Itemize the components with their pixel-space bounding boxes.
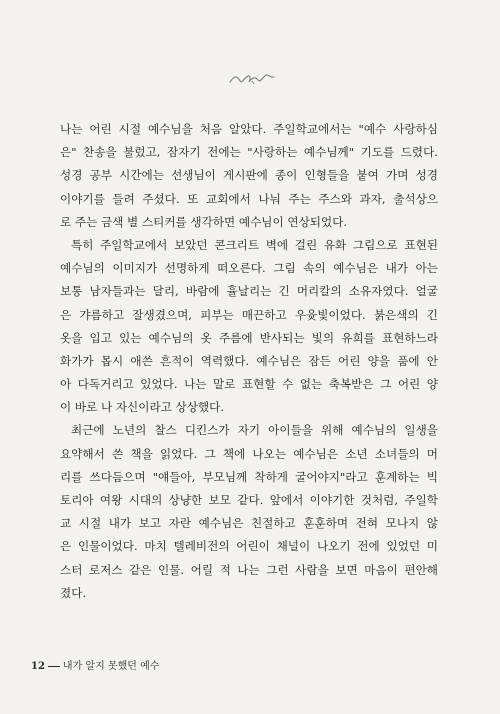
text-line: 아 다독거리고 있었다. 나는 말로 표현할 수 없는 축복받은 그 어린 양 bbox=[60, 377, 438, 392]
text-line: 이 바로 나 자신이라고 상상했다. bbox=[60, 400, 225, 415]
text-line: 이야기를 들려 주셨다. 또 교회에서 나눠 주는 주스와 과자, 출석상으 bbox=[60, 191, 438, 206]
text-line: 옷을 입고 있는 예수님의 옷 주름에 반사되는 빛의 유희를 표현하느라 bbox=[60, 330, 438, 345]
body-text bbox=[60, 118, 438, 605]
running-title: 내가 알지 못했던 예수 bbox=[62, 661, 160, 672]
text-line: 은 인물이었다. 마치 텔레비전의 어린이 채널이 나오기 전에 있었던 미 bbox=[60, 539, 438, 554]
text-line: 스터 로저스 같은 인물. 어릴 적 나는 그런 사람을 보면 마음이 편안해 bbox=[60, 562, 438, 577]
paragraph-2 bbox=[60, 234, 438, 420]
text-line: 보통 남자들과는 달리, 바람에 휼날리는 긴 머리칼의 소유자였다. 얼굴 bbox=[60, 284, 438, 299]
text-line: 요약해서 쓴 책을 읽었다. 그 책에 나오는 예수님은 소년 소녀들의 머 bbox=[60, 446, 438, 461]
text-line: 화가가 몹시 애쓴 흔적이 역력했다. 예수님은 잠든 어린 양을 품에 안 bbox=[60, 353, 438, 368]
text-line: 리를 쓰다듬으며 "얘들아, 부모님께 착하게 굴어야지"라고 훈계하는 빅 bbox=[60, 469, 438, 484]
text-line: 예수님의 이미지가 선명하게 떠오른다. 그림 속의 예수님은 내가 아는 bbox=[60, 261, 438, 276]
text-line: 로 주는 금색 별 스티커를 생각하면 예수님이 연상되었다. bbox=[60, 214, 348, 229]
footer-dash bbox=[48, 666, 60, 667]
paragraph-3 bbox=[60, 419, 438, 605]
flourish-ornament-icon bbox=[228, 72, 276, 86]
page-number: 12 bbox=[31, 661, 45, 672]
text-line: 성경 공부 시간에는 선생님이 게시판에 종이 인형들을 붙여 가며 성경 bbox=[60, 168, 438, 183]
text-line: 토리아 여왕 시대의 상냥한 보모 같다. 앞에서 이야기한 것처럼, 주일학 bbox=[60, 493, 438, 507]
text-line: 나는 어린 시절 예수님을 처음 알았다. 주일학교에서는 "예수 사랑하심 bbox=[60, 122, 438, 136]
text-line: 은 갸름하고 잘생겼으며, 피부는 매끈하고 우윳빛이었다. 붉은색의 긴 bbox=[60, 307, 438, 322]
text-line: 최근에 노년의 찰스 디킨스가 자기 아이들을 위해 예수님의 일생을 bbox=[71, 423, 438, 438]
text-line: 은" 찬송을 불렀고, 잠자기 전에는 "사랑하는 예수님께" 기도를 드렸다. bbox=[60, 145, 438, 160]
text-line: 졌다. bbox=[60, 585, 87, 600]
page-footer bbox=[31, 660, 159, 674]
paragraph-1 bbox=[60, 118, 438, 234]
text-line: 특히 주일학교에서 보았던 콘크리트 벽에 걸린 유화 그림으로 표현된 bbox=[71, 237, 438, 252]
text-line: 교 시절 내가 보고 자란 예수님은 친절하고 훈훈하며 전혀 모나지 않 bbox=[60, 516, 438, 531]
